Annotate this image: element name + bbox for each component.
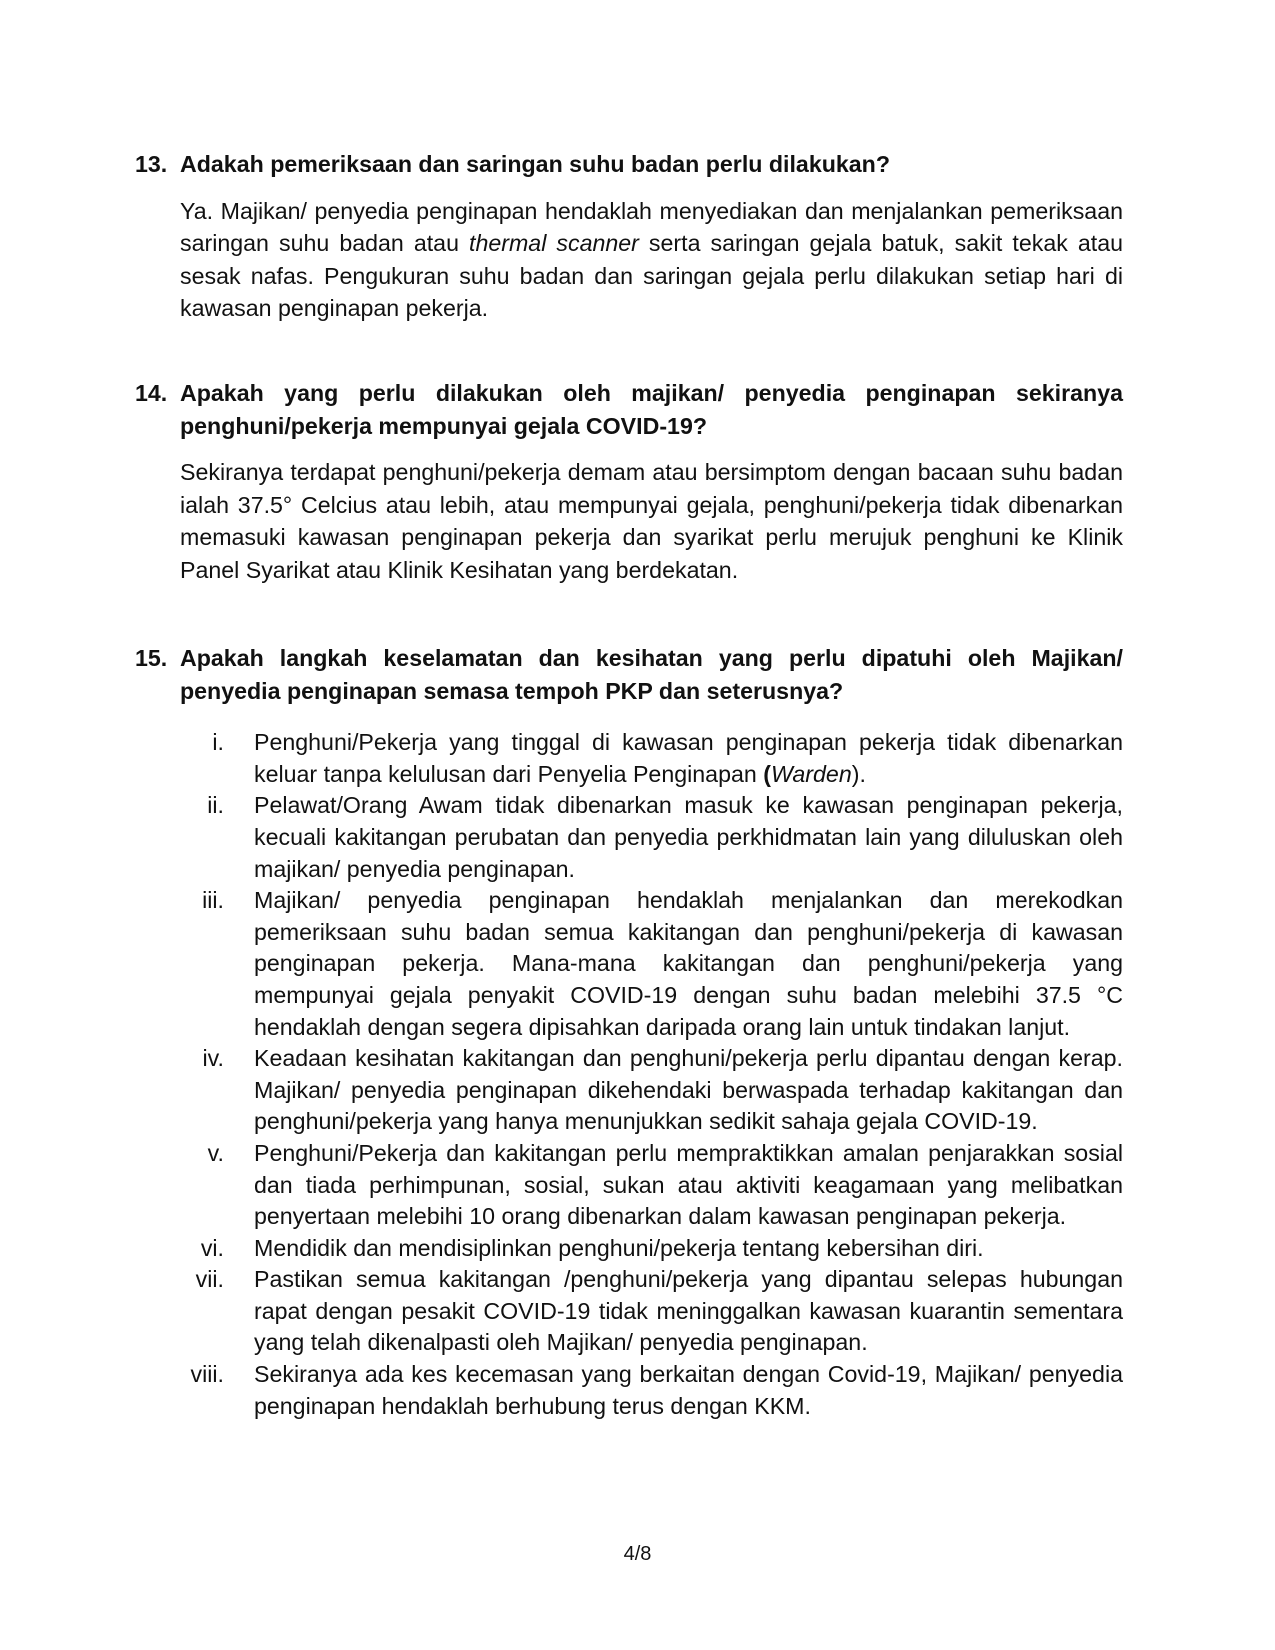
question-title: Adakah pemeriksaan dan saringan suhu badan perlu dilakukan? (180, 151, 890, 177)
answer-text: serta saringan gejala batuk, sakit tekak atau sesak nafas. Pengukuran suhu badan dan saringan gejala perlu dilakukan setiap hari di kawasan penginapan pekerja. (180, 230, 1123, 322)
list-item-text: Mendidik dan mendisiplinkan penghuni/pekerja tentang kebersihan diri. (254, 1234, 984, 1261)
measures-list-container (180, 727, 1123, 1422)
list-item (180, 1138, 1123, 1233)
list-item (180, 1359, 1123, 1422)
question-answer (180, 195, 1123, 325)
list-item-text: Pastikan semua kakitangan /penghuni/pekerja yang dipantau selepas hubungan rapat dengan pesakit COVID-19 tidak meninggalkan kawasan kuarantin sementara yang telah dikenalpasti oleh Majikan/ penyedia penginapan. (254, 1266, 1123, 1356)
question-title: Apakah yang perlu dilakukan oleh majikan/ penyedia penginapan sekiranya penghuni/pekerja mempunyai gejala COVID-19? (180, 380, 1123, 439)
list-item-text: Keadaan kesihatan kakitangan dan penghuni/pekerja perlu dipantau dengan kerap. Majikan/ penyedia penginapan dikehendaki berwaspada terhadap kakitangan dan penghuni/pekerja yang hanya menunjukkan sedikit sahaja gejala COVID-19. (254, 1045, 1123, 1135)
item-italic-term: Warden (770, 760, 852, 787)
list-marker: v. (207, 1139, 224, 1166)
list-item (180, 727, 1123, 790)
list-item (180, 1233, 1123, 1265)
question-heading (135, 642, 1123, 707)
list-marker: vi. (200, 1234, 224, 1261)
list-marker: vii. (195, 1266, 224, 1293)
question-heading (135, 148, 1123, 181)
list-marker: i. (212, 729, 224, 756)
answer-italic-term: thermal scanner (469, 230, 639, 257)
list-item-text: Pelawat/Orang Awam tidak dibenarkan masuk ke kawasan penginapan pekerja, kecuali kakitangan perubatan dan penyedia perkhidmatan lain yang diluluskan oleh majikan/ penyedia penginapan. (254, 792, 1123, 882)
question-number: 15. (135, 645, 168, 671)
question-title: Apakah langkah keselamatan dan kesihatan yang perlu dipatuhi oleh Majikan/ penyedia penginapan semasa tempoh PKP dan seterusnya? (180, 645, 1123, 704)
question-heading (135, 377, 1123, 442)
list-item (180, 885, 1123, 1043)
list-item (180, 1043, 1123, 1138)
list-marker: ii. (207, 792, 224, 819)
measures-list (180, 727, 1123, 1422)
list-marker: iv. (202, 1045, 224, 1072)
question-14 (135, 377, 1123, 587)
item-paren: ( (763, 760, 771, 787)
list-item-text: Penghuni/Pekerja dan kakitangan perlu mempraktikkan amalan penjarakkan sosial dan tiada perhimpunan, sosial, sukan atau aktiviti keagamaan yang melibatkan penyertaan melebihi 10 orang dibenarkan dalam kawasan penginapan pekerja. (254, 1139, 1123, 1230)
list-item (180, 1264, 1123, 1359)
list-item-text: Majikan/ penyedia penginapan hendaklah menjalankan dan merekodkan pemeriksaan suhu badan semua kakitangan dan penghuni/pekerja di kawasan penginapan pekerja. Mana-mana kakitangan dan penghuni/pekerja yang mempunyai gejala penyakit COVID-19 dengan suhu badan melebihi 37.5 °C hendaklah dengan segera dipisahkan daripada orang lain untuk tindakan lanjut. (254, 887, 1123, 1040)
list-item-text (254, 727, 1123, 790)
answer-text: Ya. Majikan/ penyedia penginapan hendaklah menyediakan dan menjalankan pemeriksaan saringan suhu badan atau (180, 197, 1123, 257)
page-number: 4/8 (623, 1543, 652, 1565)
question-number: 14. (135, 380, 168, 406)
list-marker: iii. (202, 887, 224, 914)
question-answer: Sekiranya terdapat penghuni/pekerja demam atau bersimptom dengan bacaan suhu badan ialah 37.5° Celcius atau lebih, atau mempunyai gejala, penghuni/pekerja tidak dibenarkan memasuki kawasan penginapan pekerja dan syarikat perlu merujuk penghuni ke Klinik Panel Syarikat atau Klinik Kesihatan yang berdekatan. (180, 459, 1123, 583)
item-text: ). (851, 760, 866, 787)
question-13 (135, 148, 1123, 325)
item-text: Penghuni/Pekerja yang tinggal di kawasan penginapan pekerja tidak dibenarkan keluar tanpa kelulusan dari Penyelia Penginapan (254, 729, 1123, 787)
question-15 (135, 642, 1123, 1422)
list-marker: viii. (190, 1361, 224, 1388)
list-item (180, 790, 1123, 885)
list-item-text: Sekiranya ada kes kecemasan yang berkaitan dengan Covid-19, Majikan/ penyedia penginapan hendaklah berhubung terus dengan KKM. (254, 1361, 1123, 1419)
question-number: 13. (135, 151, 168, 177)
